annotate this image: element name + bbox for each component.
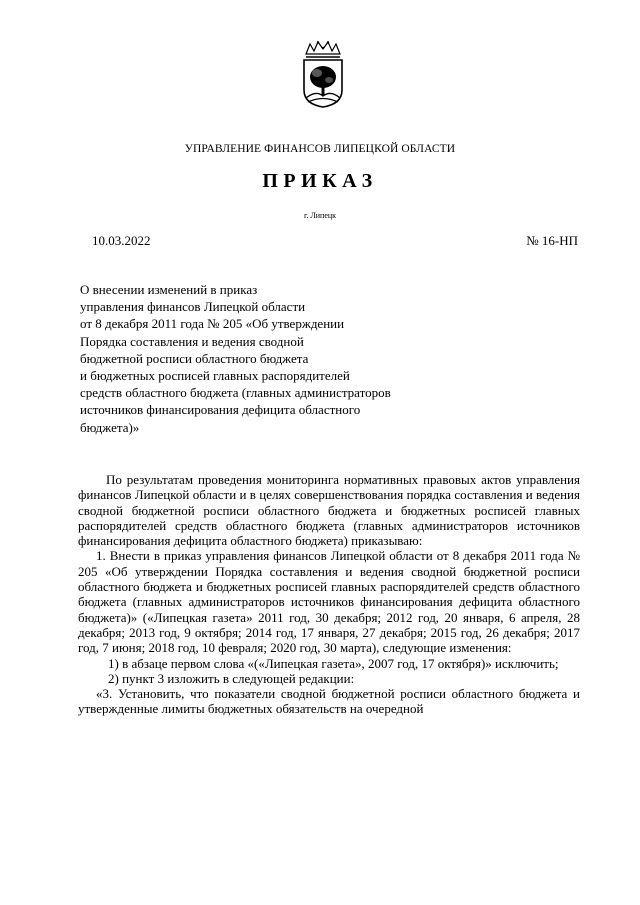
subject-line: от 8 декабря 2011 года № 205 «Об утверждении xyxy=(80,316,345,332)
subject-line: средств областного бюджета (главных администраторов xyxy=(80,385,391,401)
preamble-paragraph: По результатам проведения мониторинга нормативных правовых актов управления финансов Липецкой области и в целях совершенствования порядка составления и ведения сводной бюджетной росписи областного бюджета и бюджетных росписей главных распорядителей средств областного бюджета (главных администраторов источников финансирования дефицита областного бюджета) приказываю: xyxy=(78,472,580,549)
lipetsk-coat-of-arms-icon xyxy=(298,40,348,108)
quoted-item-3-paragraph: «3. Установить, что показатели сводной бюджетной росписи областного бюджета и утвержденные лимиты бюджетных обязательств на очередной xyxy=(78,686,580,717)
subject-line: О внесении изменений в приказ xyxy=(80,282,258,297)
document-number: № 16-НП xyxy=(526,233,578,248)
subject-line: источников финансирования дефицита областного xyxy=(80,402,361,418)
subject-line: бюджета)» xyxy=(80,419,140,435)
subitem-1-paragraph: 1) в абзаце первом слова «(«Липецкая газета», 2007 год, 17 октября)» исключить; xyxy=(108,655,559,671)
subitem-2-paragraph: 2) пункт 3 изложить в следующей редакции: xyxy=(108,670,355,686)
document-date: 10.03.2022 xyxy=(92,233,151,248)
city-label: г. Липецк xyxy=(303,211,337,220)
order-subject xyxy=(80,281,480,436)
subject-line: и бюджетных росписей главных распорядителей xyxy=(80,368,350,384)
item-1-paragraph: 1. Внести в приказ управления финансов Липецкой области от 8 декабря 2011 года № 205 «Об утверждении Порядка составления и ведения сводной бюджетной росписи областного бюджета и бюджетных росписей главных распорядителей средств областного бюджета (главных администраторов источников финансирования дефицита областного бюджета)» («Липецкая газета» 2011 год, 30 декабря; 2012 год, 20 января, 6 апреля, 28 декабря; 2013 год, 9 октября; 2014 год, 17 января, 27 декабря; 2015 год, 26 декабря; 2017 год, 7 июня; 2018 год, 10 февраля; 2020 год, 30 марта), следующие изменения: xyxy=(78,548,580,656)
subject-line: бюджетной росписи областного бюджета xyxy=(80,350,309,366)
subject-line: управления финансов Липецкой области xyxy=(80,299,306,315)
order-body xyxy=(78,472,580,717)
subject-line: Порядка составления и ведения сводной xyxy=(80,333,304,349)
document-type-title: ПРИКАЗ xyxy=(262,170,378,192)
organization-name: УПРАВЛЕНИЕ ФИНАНСОВ ЛИПЕЦКОЙ ОБЛАСТИ xyxy=(184,143,456,155)
